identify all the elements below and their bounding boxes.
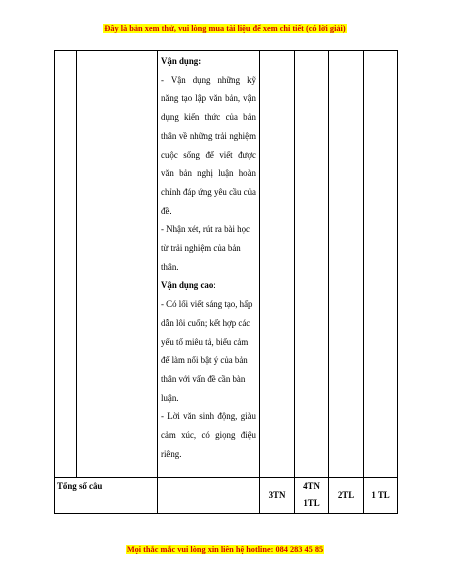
col-line-1 [54, 50, 55, 514]
paragraph-van-dung-2: - Nhận xét, rút ra bài học từ trải nghiệm của bản thân. [161, 224, 250, 272]
hotline-footer-text: Mọi thắc mắc vui lòng xin liên hệ hotline: 084 283 45 85 [126, 545, 324, 554]
heading-van-dung-cao: Vận dụng cao [161, 280, 214, 291]
table-bottom-border [54, 513, 397, 514]
paragraph-van-dung-cao-2: - Lời văn sinh động, giàu cảm xúc, có giọng điệu riêng. [161, 411, 256, 459]
paragraph-van-dung-cao-1: - Có lối viết sáng tạo, hấp dẫn lôi cuốn; kết hợp các yếu tố miêu tả, biểu cảm để làm nổi bật ý của bản thân với vấn đề cần bàn luận. [161, 299, 253, 403]
col-line-6 [328, 50, 329, 514]
total-col-2-line2: 1TL [303, 498, 320, 508]
col-line-2 [76, 50, 77, 477]
description-cell [161, 52, 256, 463]
heading-van-dung-cao-line [161, 276, 256, 295]
col-line-5 [294, 50, 295, 514]
heading-van-dung: Vận dụng: [161, 56, 202, 66]
total-col-1: 3TN [268, 490, 286, 500]
total-col-2-line1: 4TN [303, 481, 320, 491]
table-top-border [54, 50, 397, 51]
heading-van-dung-cao-colon: : [213, 280, 216, 291]
preview-banner-text: Đây là bản xem thử, vui lòng mua tài liệu để xem chi tiết (có lời giải) [104, 24, 346, 33]
total-questions-label: Tổng số câu [57, 481, 103, 491]
total-col-3: 2TL [337, 490, 355, 500]
col-line-4 [259, 50, 260, 514]
total-col-4: 1 TL [371, 490, 390, 500]
col-line-8 [397, 50, 398, 514]
total-row-top-border [54, 477, 397, 478]
paragraph-van-dung-1: - Vận dụng những kỹ năng tạo lập văn bản, vận dụng kiến thức của bản thân về những trải nghiệm cuộc sống để viết được văn bản nghị luận hoàn chỉnh đáp ứng yêu cầu của đề. [161, 74, 256, 216]
hotline-footer [0, 545, 450, 554]
col-line-3 [157, 50, 158, 514]
col-line-7 [363, 50, 364, 514]
